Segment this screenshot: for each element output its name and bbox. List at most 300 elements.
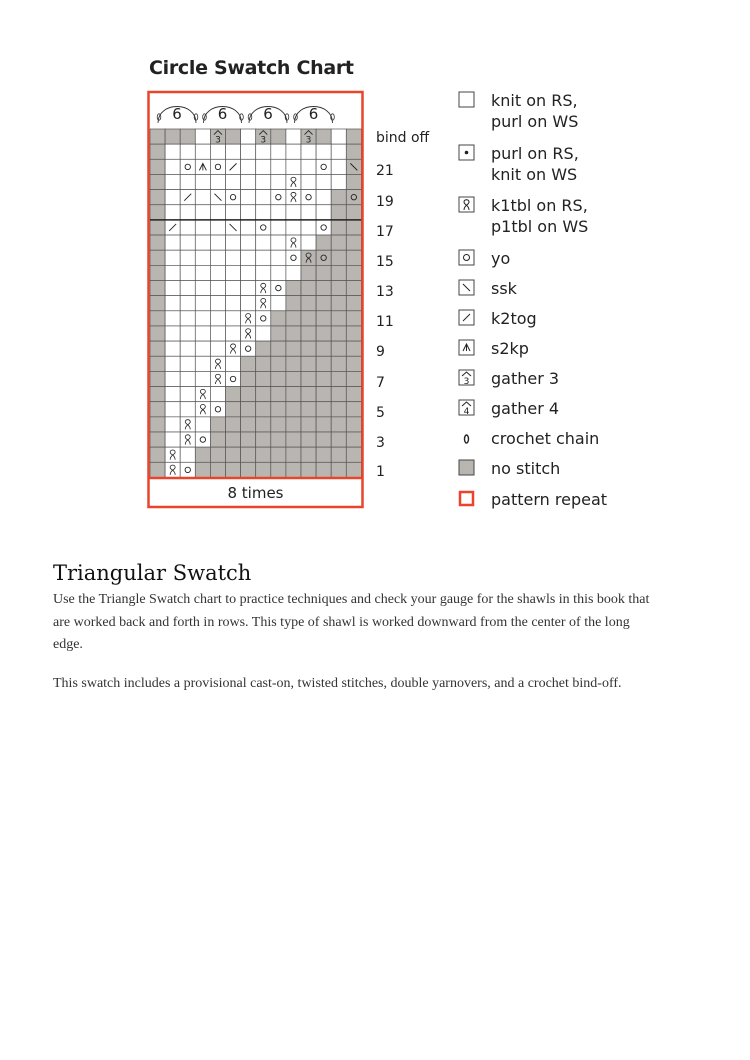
chart-cell <box>301 432 316 447</box>
chart-cell <box>286 129 301 144</box>
chart-cell <box>150 356 165 371</box>
chart-cell <box>271 417 286 432</box>
chart-cell <box>180 311 195 326</box>
chart-cell <box>180 281 195 296</box>
legend-label: no stitch <box>491 459 561 478</box>
chart-cell <box>256 144 271 159</box>
chart-cell <box>316 205 331 220</box>
chart-cell <box>301 190 316 205</box>
chart-cell <box>210 311 225 326</box>
pattern-repeat-icon <box>458 490 476 508</box>
chart-cell <box>165 235 180 250</box>
chart-cell <box>226 417 241 432</box>
chart-cell <box>301 417 316 432</box>
legend-label: s2kp <box>491 339 529 358</box>
chart-cell <box>226 250 241 265</box>
chart-cell <box>226 432 241 447</box>
chart-cell <box>241 296 256 311</box>
chart-cell <box>301 462 316 477</box>
chart-cell <box>331 250 346 265</box>
chart-cell <box>271 281 286 296</box>
chart-cell <box>195 205 210 220</box>
chart-cell <box>271 447 286 462</box>
chart-cell <box>241 220 256 235</box>
chart-cell <box>180 402 195 417</box>
chart-cell <box>316 235 331 250</box>
chart-cell <box>195 432 210 447</box>
chart-cell <box>226 174 241 189</box>
chart-cell <box>150 296 165 311</box>
chart-cell <box>346 311 361 326</box>
chart-cell <box>256 250 271 265</box>
chart-cell <box>150 447 165 462</box>
chart-cell <box>301 159 316 174</box>
chart-cell <box>286 281 301 296</box>
chart-cell <box>150 174 165 189</box>
chart-cell <box>165 174 180 189</box>
chart-cell <box>286 371 301 386</box>
chart-cell <box>346 387 361 402</box>
chart-cell <box>195 281 210 296</box>
chart-cell <box>165 371 180 386</box>
chart-cell <box>316 447 331 462</box>
chart-cell <box>286 220 301 235</box>
chart-cell <box>256 174 271 189</box>
chart-cell <box>256 402 271 417</box>
chart-cell <box>195 447 210 462</box>
chart-cell <box>195 265 210 280</box>
chart-cell <box>346 447 361 462</box>
chart-cell <box>165 402 180 417</box>
row-number: 17 <box>376 224 394 240</box>
chart-cell <box>150 235 165 250</box>
chart-cell <box>316 129 331 144</box>
chart-cell <box>180 387 195 402</box>
chart-cell <box>331 356 346 371</box>
yo-icon <box>458 249 476 267</box>
chart-cell <box>331 432 346 447</box>
chart-cell <box>210 205 225 220</box>
chart-cell <box>241 144 256 159</box>
chart-cell <box>346 174 361 189</box>
no-stitch-icon <box>458 459 476 477</box>
chart-cell <box>195 371 210 386</box>
svg-text:3: 3 <box>463 377 470 387</box>
chart-cell <box>241 205 256 220</box>
chart-cell <box>271 190 286 205</box>
chart-cell <box>165 144 180 159</box>
chart-cell <box>256 190 271 205</box>
chart-cell <box>165 417 180 432</box>
chart-cell <box>316 159 331 174</box>
chart-cell <box>286 296 301 311</box>
chart-cell <box>226 190 241 205</box>
chart-cell <box>241 371 256 386</box>
repeat-label: 8 times <box>227 484 284 502</box>
chart-cell <box>210 265 225 280</box>
chart-cell <box>271 432 286 447</box>
chart-cell <box>271 311 286 326</box>
chart-cell <box>271 235 286 250</box>
chart-cell <box>210 296 225 311</box>
chart-cell <box>316 432 331 447</box>
chart-cell <box>180 129 195 144</box>
chart-cell <box>195 462 210 477</box>
chart-cell <box>331 417 346 432</box>
chart-cell <box>301 205 316 220</box>
row-number: 21 <box>376 163 394 179</box>
chart-cell <box>301 235 316 250</box>
chart-cell <box>150 387 165 402</box>
chart-cell <box>165 159 180 174</box>
chart-cell <box>346 250 361 265</box>
legend-label: purl on RS, <box>491 144 579 163</box>
chart-cell <box>226 462 241 477</box>
chart-cell <box>286 311 301 326</box>
chart-cell <box>256 387 271 402</box>
chart-cell <box>271 462 286 477</box>
chart-cell <box>210 281 225 296</box>
chart-cell <box>180 326 195 341</box>
chart-cell <box>226 356 241 371</box>
chart-cell <box>301 265 316 280</box>
legend-label: gather 4 <box>491 399 560 418</box>
chart-cell <box>316 311 331 326</box>
chart-cell <box>256 326 271 341</box>
chart-title: Circle Swatch Chart <box>149 57 354 79</box>
chart-cell <box>256 462 271 477</box>
chart-cell <box>301 341 316 356</box>
chart-cell <box>346 341 361 356</box>
chart-cell <box>226 235 241 250</box>
chart-cell <box>331 205 346 220</box>
chart-cell <box>150 220 165 235</box>
chart-cell <box>195 190 210 205</box>
chart-cell <box>165 265 180 280</box>
chart-cell <box>271 341 286 356</box>
chart-cell <box>256 159 271 174</box>
chart-cell <box>210 250 225 265</box>
chart-cell <box>316 341 331 356</box>
k2tog-icon <box>458 309 476 327</box>
chart-cell <box>256 205 271 220</box>
chart-cell <box>331 296 346 311</box>
gather-count: 6 <box>172 105 182 123</box>
chart-cell <box>301 402 316 417</box>
chart-cell <box>256 311 271 326</box>
chart-cell <box>180 356 195 371</box>
chart-cell <box>316 281 331 296</box>
legend-label: pattern repeat <box>491 490 608 509</box>
chart-cell <box>271 159 286 174</box>
chart-cell <box>256 447 271 462</box>
chart-cell <box>165 387 180 402</box>
chart-cell <box>195 417 210 432</box>
chart-cell <box>226 144 241 159</box>
chart-cell <box>331 387 346 402</box>
chart-cell <box>150 402 165 417</box>
chart-cell <box>150 205 165 220</box>
chart-cell <box>195 174 210 189</box>
chart-cell <box>271 144 286 159</box>
chart-cell <box>226 265 241 280</box>
chart-cell <box>150 311 165 326</box>
chart-cell <box>210 174 225 189</box>
chart-cell <box>180 144 195 159</box>
chart-cell <box>271 296 286 311</box>
chart-cell <box>331 129 346 144</box>
chart-cell <box>256 371 271 386</box>
chart-cell <box>226 326 241 341</box>
chart-cell <box>316 371 331 386</box>
chart-cell <box>301 220 316 235</box>
bind-off-label: bind off <box>376 130 430 146</box>
chart-cell <box>195 326 210 341</box>
chart-cell <box>150 190 165 205</box>
chart-cell <box>165 281 180 296</box>
chart-cell <box>210 220 225 235</box>
chart-cell <box>210 144 225 159</box>
chart-cell <box>271 326 286 341</box>
chart-cell <box>241 447 256 462</box>
legend-label: p1tbl on WS <box>491 217 589 236</box>
chart-cell <box>165 296 180 311</box>
chart-cell <box>331 235 346 250</box>
chart-cell <box>331 220 346 235</box>
chart-cell <box>226 311 241 326</box>
chart-cell <box>286 387 301 402</box>
chart-cell <box>256 235 271 250</box>
chart-cell <box>241 174 256 189</box>
chart-cell <box>150 371 165 386</box>
gather-count: 6 <box>308 105 319 123</box>
chart-cell <box>165 190 180 205</box>
chart-cell <box>241 235 256 250</box>
row-number: 15 <box>376 254 394 270</box>
chart-cell <box>346 296 361 311</box>
paragraph: This swatch includes a provisional cast-on, twisted stitches, double yarnovers, and a crochet bind-off. <box>53 676 622 691</box>
chart-cell <box>286 326 301 341</box>
chart-cell <box>195 356 210 371</box>
paragraph-line: edge. <box>53 637 83 652</box>
chart-cell <box>301 296 316 311</box>
chart-cell <box>210 402 225 417</box>
chart-cell <box>346 235 361 250</box>
chart-cell <box>180 447 195 462</box>
chart-cell <box>286 250 301 265</box>
chart-cell <box>286 159 301 174</box>
chart-cell <box>256 356 271 371</box>
chart-cell <box>195 235 210 250</box>
chart-cell <box>210 432 225 447</box>
chart-cell <box>150 159 165 174</box>
chart-cell <box>256 417 271 432</box>
chart-cell <box>331 174 346 189</box>
chart-cell <box>301 387 316 402</box>
chart-cell <box>195 296 210 311</box>
dot-square-icon <box>458 144 476 162</box>
chart-cell <box>150 432 165 447</box>
chart-cell <box>195 220 210 235</box>
chart-cell <box>180 235 195 250</box>
chart-cell <box>226 129 241 144</box>
row-number: 3 <box>376 435 385 451</box>
chart-cell <box>301 174 316 189</box>
legend-label: k1tbl on RS, <box>491 196 588 215</box>
chart-cell <box>331 159 346 174</box>
chart-cell <box>195 250 210 265</box>
chart-cell <box>165 432 180 447</box>
chart-cell <box>226 371 241 386</box>
chart-cell <box>286 356 301 371</box>
chart-cell <box>346 265 361 280</box>
chart-cell <box>286 432 301 447</box>
paragraph-line: are worked back and forth in rows. This type of shawl is worked downward from the center of the long <box>53 614 630 630</box>
chart-cell <box>346 432 361 447</box>
chart-cell <box>165 326 180 341</box>
chart-cell <box>346 281 361 296</box>
chart-cell <box>226 296 241 311</box>
chart-cell <box>150 326 165 341</box>
chart-cell <box>241 159 256 174</box>
chart-cell <box>180 462 195 477</box>
chart-cell <box>241 250 256 265</box>
chart-cell <box>241 402 256 417</box>
chart-cell <box>165 311 180 326</box>
gather3-label: 3 <box>215 135 221 146</box>
chart-cell <box>226 402 241 417</box>
chart-cell <box>316 190 331 205</box>
chart-cell <box>241 129 256 144</box>
chart-cell <box>150 129 165 144</box>
row-number: 19 <box>376 194 394 210</box>
chart-cell <box>195 341 210 356</box>
chart-cell <box>271 250 286 265</box>
chart-cell <box>271 265 286 280</box>
chart-cell <box>316 250 331 265</box>
chart-cell <box>286 265 301 280</box>
chart-cell <box>210 387 225 402</box>
chart-cell <box>346 402 361 417</box>
chart-cell <box>180 205 195 220</box>
chart-cell <box>241 265 256 280</box>
legend-label: k2tog <box>491 309 537 328</box>
chart-cell <box>241 387 256 402</box>
chart-cell <box>256 341 271 356</box>
chart-cell <box>316 144 331 159</box>
chart-cell <box>316 402 331 417</box>
empty-square-icon <box>458 91 476 109</box>
chart-cell <box>346 144 361 159</box>
chart-cell <box>331 326 346 341</box>
chart-cell <box>346 190 361 205</box>
chart-cell <box>226 205 241 220</box>
chart-cell <box>346 129 361 144</box>
chart-cell <box>331 190 346 205</box>
chart-cell <box>210 417 225 432</box>
chart-cell <box>165 129 180 144</box>
chart-cell <box>180 341 195 356</box>
chart-cell <box>150 281 165 296</box>
chart-cell <box>346 356 361 371</box>
section-heading: Triangular Swatch <box>53 561 252 585</box>
chart-cell <box>256 432 271 447</box>
chart-cell <box>180 174 195 189</box>
chart-cell <box>180 159 195 174</box>
chart-cell <box>150 417 165 432</box>
chart-cell <box>271 387 286 402</box>
legend-label: crochet chain <box>491 429 600 448</box>
chart-cell <box>316 326 331 341</box>
chart-cell <box>150 250 165 265</box>
chart-cell <box>331 462 346 477</box>
gather-count: 6 <box>263 105 273 123</box>
chart-cell <box>286 447 301 462</box>
chart-cell <box>346 462 361 477</box>
gather3-icon <box>458 369 476 387</box>
chart-cell <box>331 265 346 280</box>
chart-cell <box>301 311 316 326</box>
twisted-stitch-icon <box>458 196 476 214</box>
gather4-icon <box>458 399 476 417</box>
chart-cell <box>195 311 210 326</box>
row-number: 9 <box>376 344 385 360</box>
chart-cell <box>346 220 361 235</box>
chart-cell <box>195 129 210 144</box>
chart-cell <box>241 432 256 447</box>
chart-cell <box>331 371 346 386</box>
chart-cell <box>286 205 301 220</box>
chart-cell <box>210 462 225 477</box>
chart-cell <box>331 311 346 326</box>
chart-cell <box>271 356 286 371</box>
chart-cell <box>346 326 361 341</box>
chart-cell <box>301 371 316 386</box>
gather3-label: 3 <box>260 135 267 146</box>
gather-count: 6 <box>217 105 228 123</box>
gather3-label: 3 <box>305 135 312 146</box>
legend-label: gather 3 <box>491 369 560 388</box>
chart-cell <box>195 144 210 159</box>
chart-cell <box>241 417 256 432</box>
row-number: 1 <box>376 464 385 480</box>
chart-cell <box>331 281 346 296</box>
legend-label: yo <box>491 249 511 268</box>
chart-cell <box>316 296 331 311</box>
chart-cell <box>241 462 256 477</box>
chart-cell <box>286 402 301 417</box>
chart-cell <box>331 447 346 462</box>
chart-cell <box>210 326 225 341</box>
chart-cell <box>301 144 316 159</box>
chart-cell <box>301 326 316 341</box>
legend-label: ssk <box>491 279 517 298</box>
chart-cell <box>210 235 225 250</box>
chart-cell <box>180 265 195 280</box>
chart-cell <box>301 447 316 462</box>
chart-cell <box>180 371 195 386</box>
chart-cell <box>316 220 331 235</box>
chart-cell <box>226 281 241 296</box>
svg-text:4: 4 <box>463 407 470 417</box>
legend-label: knit on WS <box>491 165 578 184</box>
chart-cell <box>331 402 346 417</box>
paragraph <box>53 589 703 657</box>
chart-cell <box>331 144 346 159</box>
chart-cell <box>346 371 361 386</box>
chart-cell <box>286 462 301 477</box>
chart-cell <box>271 220 286 235</box>
